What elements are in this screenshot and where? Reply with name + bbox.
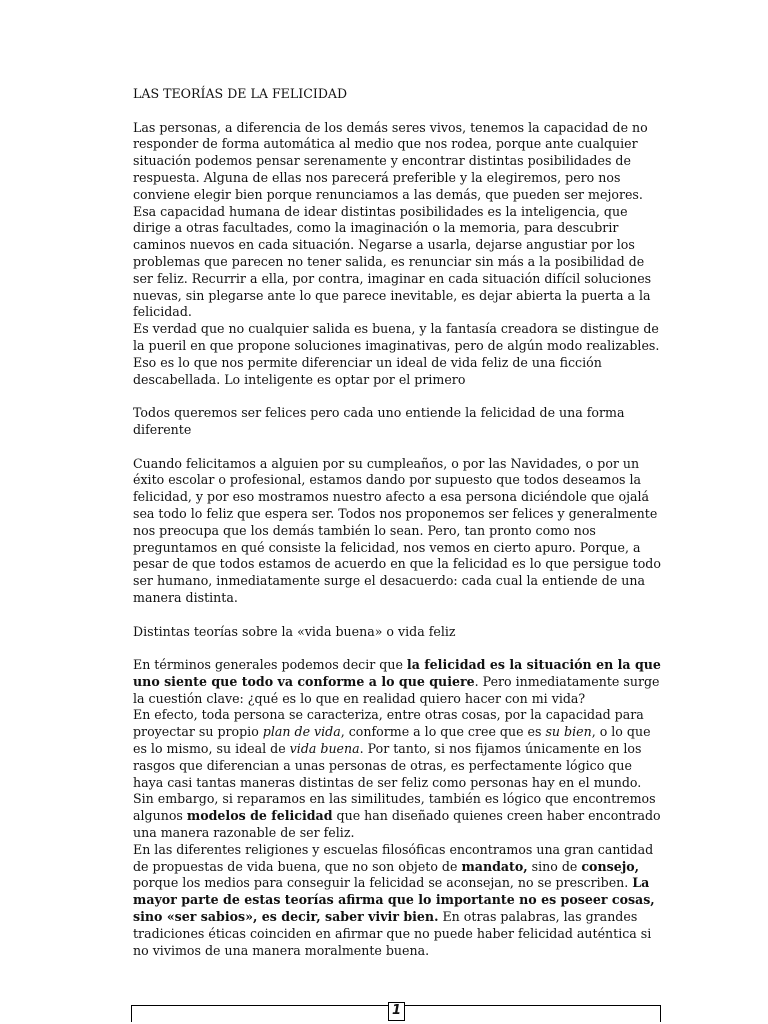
- text-run: , o lo que es lo mismo, su ideal de: [133, 724, 651, 757]
- bold-text: la felicidad es la situación en la que uno siente que todo va conforme a lo que quiere: [133, 657, 661, 689]
- section-heading-1: Todos queremos ser felices pero cada uno entiende la felicidad de una forma diferente: [133, 405, 625, 437]
- page-number: 1: [388, 1002, 405, 1021]
- italic-text: su bien: [545, 724, 592, 740]
- text-run: que han diseñado quienes creen haber encontrado una manera razonable de ser feliz.: [133, 808, 661, 841]
- bold-text: modelos de felicidad: [186, 808, 333, 824]
- document-body: [133, 86, 665, 959]
- text-run: En las diferentes religiones y escuelas filosóficas encontramos una gran cantidad de propuestas de vida buena, que no son objeto de: [133, 841, 654, 874]
- paragraph-5: [133, 707, 665, 841]
- italic-text: plan de vida: [262, 724, 341, 740]
- bold-text: consejo,: [581, 858, 640, 874]
- italic-text: vida buena: [289, 741, 360, 757]
- document-title: LAS TEORÍAS DE LA FELICIDAD: [133, 86, 348, 101]
- text-run: , conforme a lo que cree que es: [340, 724, 546, 740]
- bold-text: La mayor parte de estas teorías afirma que lo importante no es poseer cosas, sino «ser sabios», es decir, saber vivir bien.: [133, 875, 655, 925]
- text-run: En otras palabras, las grandes tradiciones éticas coinciden en afirmar que no puede haber felicidad auténtica si no vivimos de una manera moralmente buena.: [133, 909, 652, 958]
- paragraph-4: [133, 657, 665, 707]
- paragraph-2: Es verdad que no cualquier salida es buena, y la fantasía creadora se distingue de la pueril en que propone soluciones imaginativas, pero de algún modo realizables. Eso es lo que nos permite diferenciar un ideal de vida feliz de una ficción descabellada. Lo inteligente es optar por el primero: [133, 321, 660, 387]
- text-run: porque los medios para conseguir la felicidad se aconsejan, no se prescriben.: [133, 875, 633, 891]
- text-run: En términos generales podemos decir que: [133, 657, 407, 673]
- text-run: . Pero inmediatamente surge la cuestión clave: ¿qué es lo que en realidad quiero hacer con mi vida?: [133, 673, 660, 706]
- paragraph-6: [133, 842, 665, 960]
- paragraph-3: Cuando felicitamos a alguien por su cumpleaños, o por las Navidades, o por un éxito escolar o profesional, estamos dando por supuesto que todos deseamos la felicidad, y por eso mostramos nuestro afecto a esa persona diciéndole que ojalá sea todo lo feliz que espera ser. Todos nos proponemos ser felices y generalmente nos preocupa que los demás también lo sean. Pero, tan pronto como nos preguntamos en qué consiste la felicidad, nos vemos en cierto apuro. Porque, a pesar de que todos estamos de acuerdo en que la felicidad es lo que persigue todo ser humano, inmediatamente surge el desacuerdo: cada cual la entiende de una manera distinta.: [133, 455, 661, 605]
- text-run: . Por tanto, si nos fijamos únicamente en los rasgos que diferencian a unas personas de otras, es perfectamente lógico que haya casi tantas maneras distintas de ser feliz como personas hay en el mundo. Sin embargo, si reparamos en las similitudes, también es lógico que encontremos algunos: [133, 741, 656, 824]
- text-run: sino de: [527, 858, 582, 874]
- bold-text: mandato,: [461, 858, 528, 874]
- section-heading-2: Distintas teorías sobre la «vida buena» o vida feliz: [133, 623, 456, 639]
- text-run: En efecto, toda persona se caracteriza, entre otras cosas, por la capacidad para proyectar su propio: [133, 707, 644, 740]
- paragraph-1: Las personas, a diferencia de los demás seres vivos, tenemos la capacidad de no responder de forma automática al medio que nos rodea, porque ante cualquier situación podemos pensar serenamente y encontrar distintas posibilidades de respuesta. Alguna de ellas nos parecerá preferible y la elegiremos, pero nos conviene elegir bien porque renunciamos a las demás, que pueden ser mejores. Esa capacidad humana de idear distintas posibilidades es la inteligencia, que dirige a otras facultades, como la imaginación o la memoria, para descubrir caminos nuevos en cada situación. Negarse a usarla, dejarse angustiar por los problemas que parecen no tener salida, es renunciar sin más a la posibilidad de ser feliz. Recurrir a ella, por contra, imaginar en cada situación difícil soluciones nuevas, sin plegarse ante lo que parece inevitable, es dejar abierta la puerta a la felicidad.: [133, 119, 652, 320]
